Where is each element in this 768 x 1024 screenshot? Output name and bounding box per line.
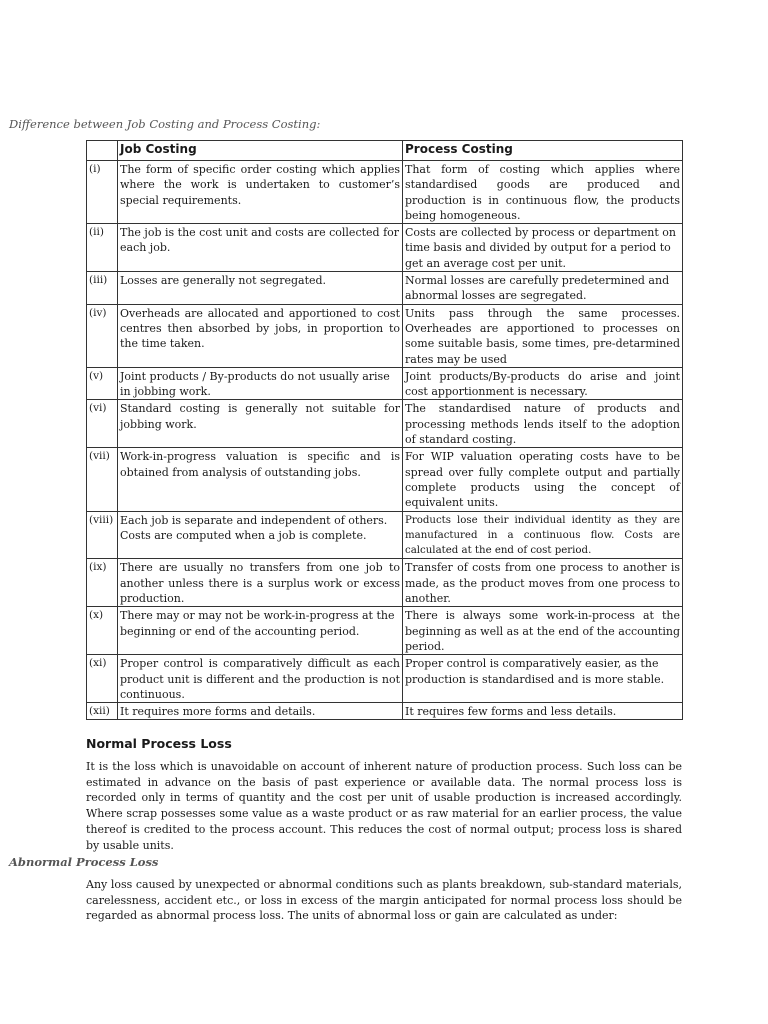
process-costing-cell: Transfer of costs from one process to another is made, as the product moves from one process to another. (403, 559, 683, 607)
job-costing-cell: Losses are generally not segregated. (118, 272, 403, 305)
process-costing-cell: The standardised nature of products and processing methods lends itself to the adoption of standard costing. (403, 400, 683, 448)
process-costing-cell: Products lose their individual identity as they are manufactured in a continuous flow. Costs are calculated at the end of cost period. (403, 511, 683, 559)
header-job-costing: Job Costing (118, 141, 403, 161)
row-number: (iv) (87, 304, 118, 367)
row-number: (iii) (87, 272, 118, 305)
job-costing-cell: Work-in-progress valuation is specific and is obtained from analysis of outstanding jobs. (118, 448, 403, 511)
normal-process-loss-heading: Normal Process Loss (86, 736, 232, 751)
table-row (87, 448, 683, 511)
table-row (87, 367, 683, 400)
table-row (87, 703, 683, 720)
row-number: (i) (87, 161, 118, 224)
job-costing-cell: Proper control is comparatively difficult as each product unit is different and the production is not continuous. (118, 655, 403, 703)
row-number: (ii) (87, 224, 118, 272)
table-row (87, 655, 683, 703)
job-costing-cell: There are usually no transfers from one job to another unless there is a surplus work or excess production. (118, 559, 403, 607)
table-row (87, 304, 683, 367)
header-number (87, 141, 118, 161)
process-costing-cell: Proper control is comparatively easier, as the production is standardised and is more stable. (403, 655, 683, 703)
row-number: (xii) (87, 703, 118, 720)
row-number: (v) (87, 367, 118, 400)
table-row (87, 161, 683, 224)
job-costing-cell: The job is the cost unit and costs are collected for each job. (118, 224, 403, 272)
process-costing-cell: Units pass through the same processes. Overheades are apportioned to processes on some suitable basis, some times, pre-detarmined rates may be used (403, 304, 683, 367)
process-costing-cell: It requires few forms and less details. (403, 703, 683, 720)
process-costing-cell: For WIP valuation operating costs have to be spread over fully complete output and partially complete products using the concept of equivalent units. (403, 448, 683, 511)
normal-process-loss-paragraph: It is the loss which is unavoidable on account of inherent nature of production process. Such loss can be estimated in advance on the basis of past experience or available data. The normal process loss is recorded only in terms of quantity and the cost per unit of usable production is increased accordingly. Where scrap possesses some value as a waste product or as raw material for an earlier process, the value thereof is credited to the process account. This reduces the cost of normal output; process loss is shared by usable units. (86, 760, 682, 852)
row-number: (viii) (87, 511, 118, 559)
job-costing-cell: Each job is separate and independent of others. Costs are computed when a job is complete. (118, 511, 403, 559)
process-costing-cell: Normal losses are carefully predetermined and abnormal losses are segregated. (403, 272, 683, 305)
table-row (87, 559, 683, 607)
job-costing-cell: The form of specific order costing which applies where the work is undertaken to customer’s special requirements. (118, 161, 403, 224)
table-header-row (87, 141, 683, 161)
section-caption: Difference between Job Costing and Process Costing: (9, 117, 321, 131)
table-row (87, 400, 683, 448)
table-row (87, 607, 683, 655)
comparison-table (86, 140, 683, 720)
process-costing-cell: Costs are collected by process or department on time basis and divided by output for a period to get an average cost per unit. (403, 224, 683, 272)
abnormal-process-loss-heading: Abnormal Process Loss (9, 855, 159, 869)
row-number: (x) (87, 607, 118, 655)
table-row (87, 272, 683, 305)
abnormal-process-loss-paragraph: Any loss caused by unexpected or abnormal conditions such as plants breakdown, sub-standard materials, carelessness, accident etc., or loss in excess of the margin anticipated for normal process loss should be regarded as abnormal process loss. The units of abnormal loss or gain are calculated as under: (86, 878, 682, 923)
table-row (87, 511, 683, 559)
job-costing-cell: It requires more forms and details. (118, 703, 403, 720)
header-process-costing: Process Costing (403, 141, 683, 161)
job-costing-cell: Joint products / By-products do not usually arise in jobbing work. (118, 367, 403, 400)
process-costing-cell: Joint products/By-products do arise and joint cost apportionment is necessary. (403, 367, 683, 400)
job-costing-cell: Standard costing is generally not suitable for jobbing work. (118, 400, 403, 448)
row-number: (vii) (87, 448, 118, 511)
job-costing-cell: There may or may not be work-in-progress at the beginning or end of the accounting period. (118, 607, 403, 655)
row-number: (xi) (87, 655, 118, 703)
row-number: (vi) (87, 400, 118, 448)
process-costing-cell: There is always some work-in-process at the beginning as well as at the end of the accounting period. (403, 607, 683, 655)
row-number: (ix) (87, 559, 118, 607)
table-row (87, 224, 683, 272)
job-costing-cell: Overheads are allocated and apportioned to cost centres then absorbed by jobs, in proportion to the time taken. (118, 304, 403, 367)
process-costing-cell: That form of costing which applies where standardised goods are produced and production is in continuous flow, the products being homogeneous. (403, 161, 683, 224)
